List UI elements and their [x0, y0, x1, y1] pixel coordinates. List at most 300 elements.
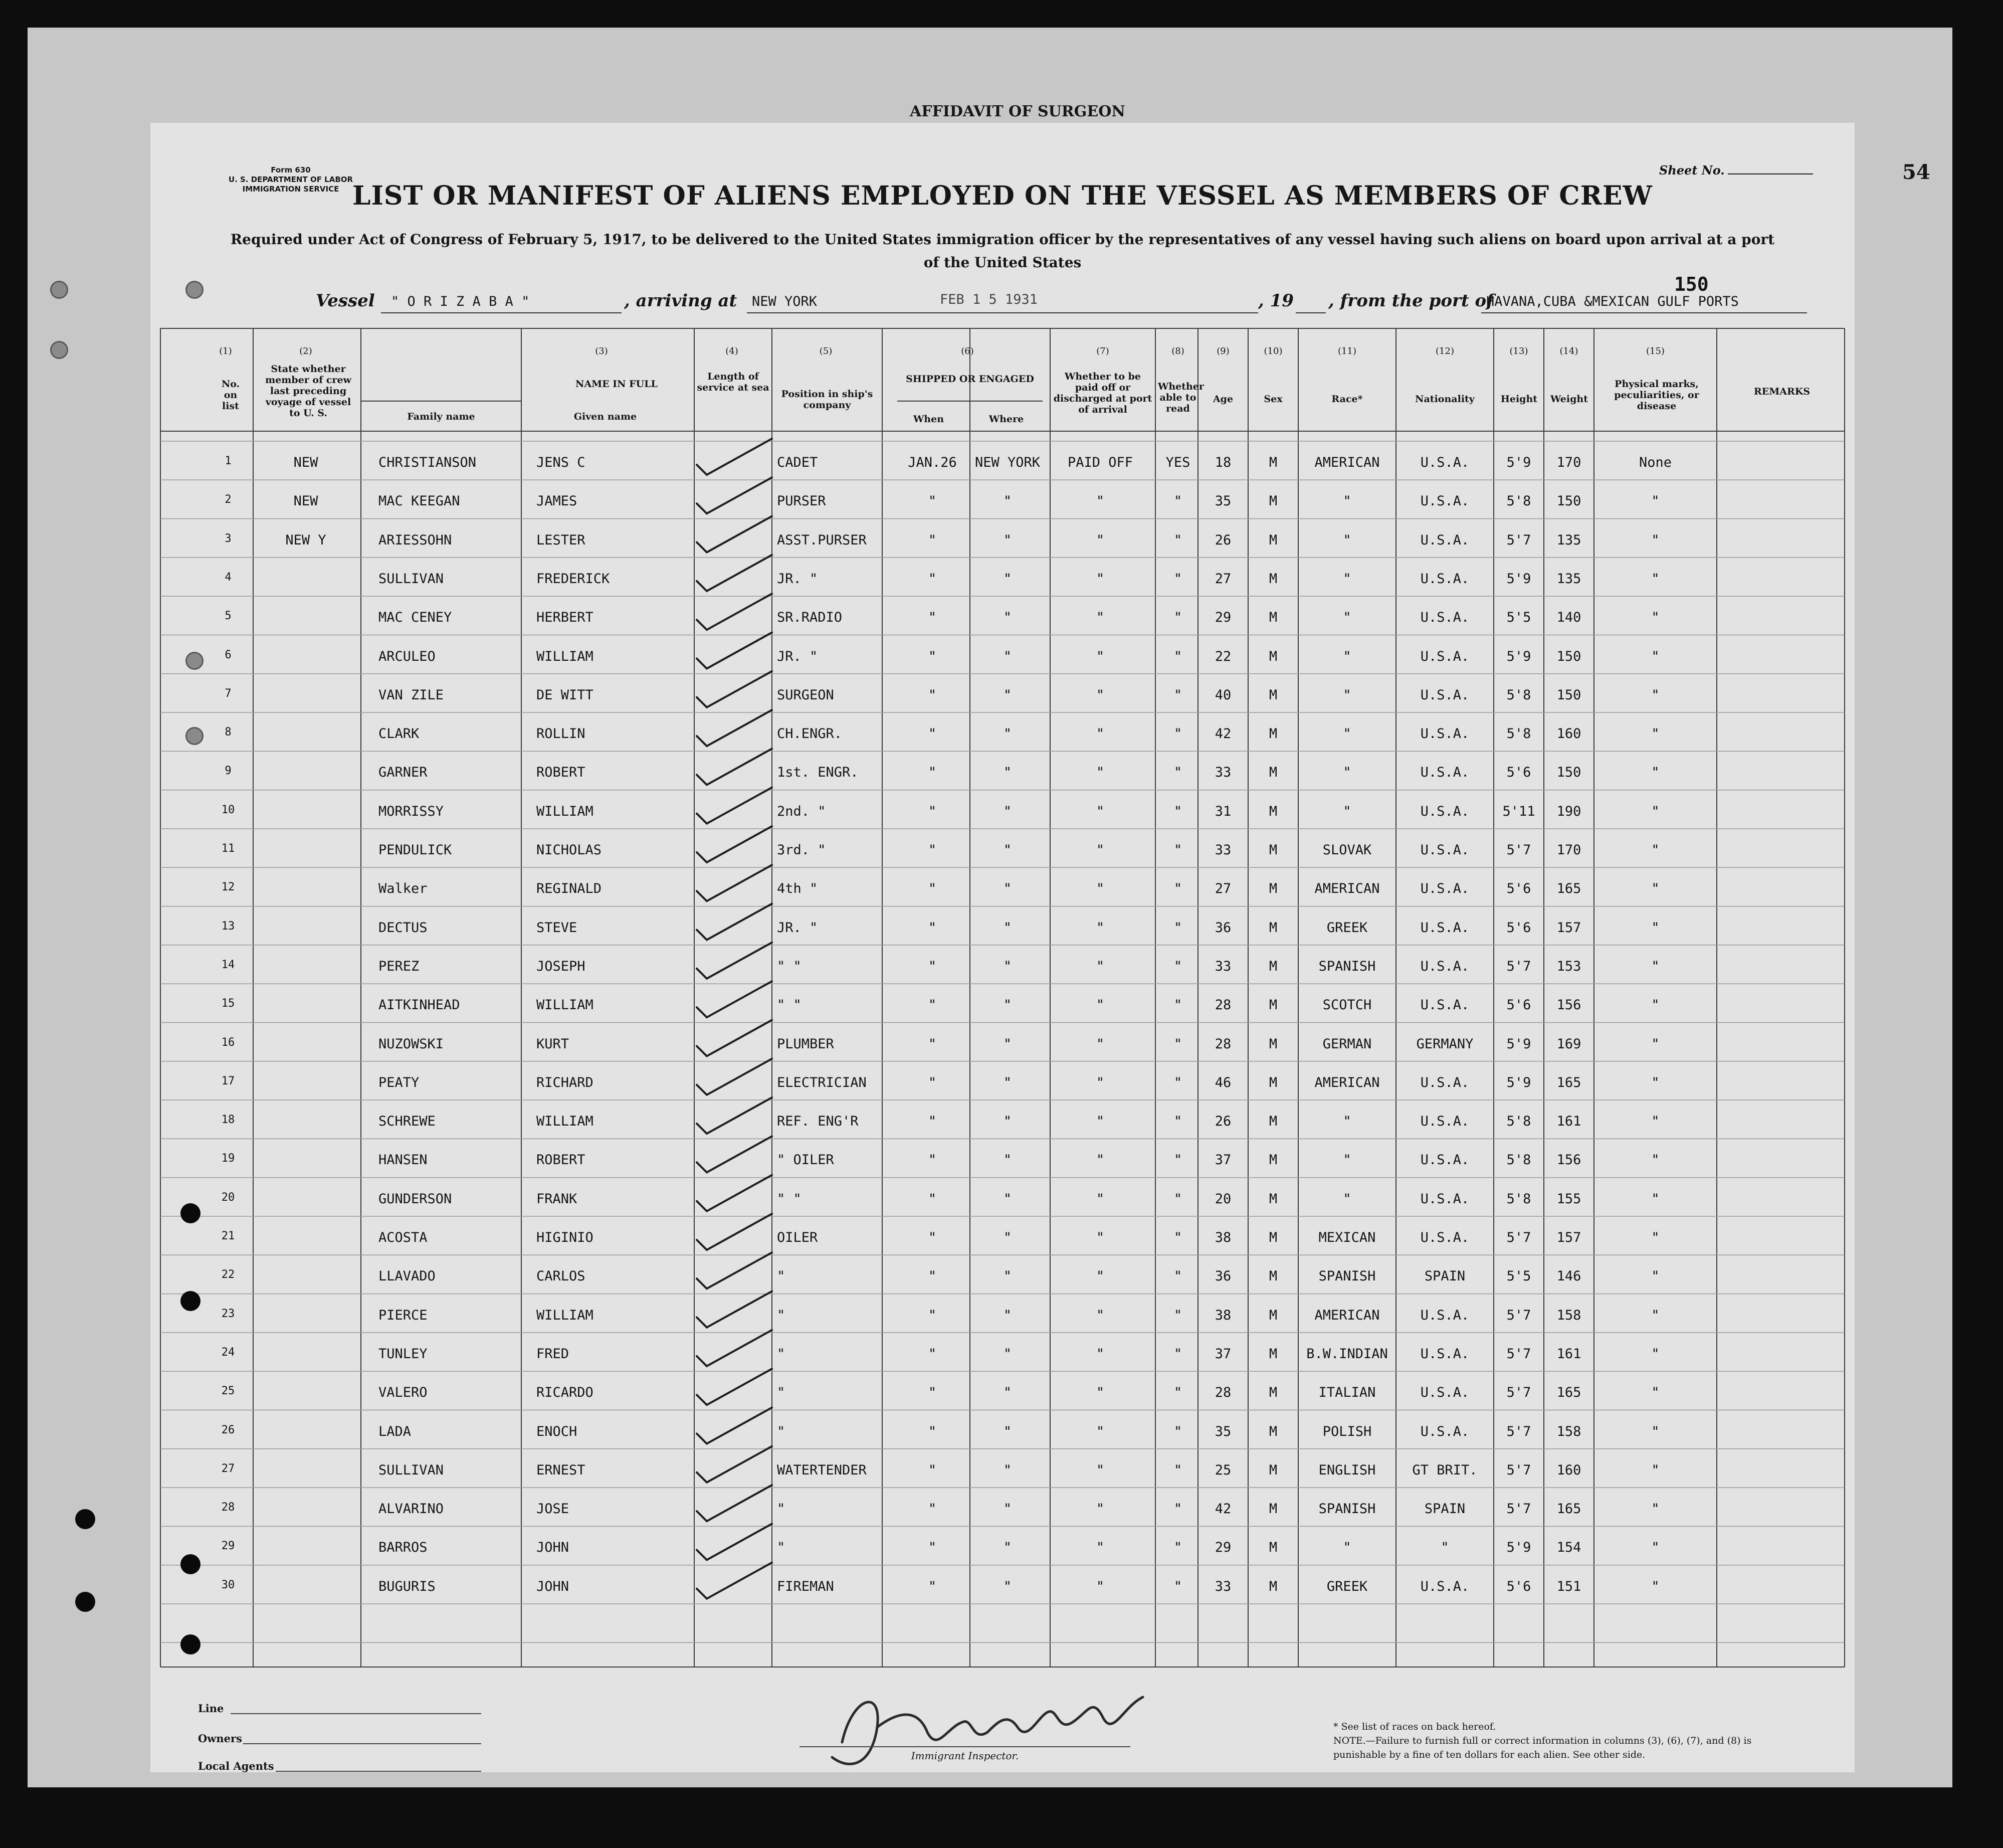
cell-read: ": [1173, 1268, 1182, 1284]
cell-read: ": [1173, 1540, 1182, 1556]
cell-paid: ": [1096, 1230, 1105, 1245]
cell-height: 5'8: [1506, 493, 1531, 509]
cell-family: CLARK: [378, 726, 420, 742]
col-marks: Physical marks, peculiarities, or disease: [1614, 379, 1699, 412]
date-stamp: FEB 1 5 1931: [940, 292, 1038, 307]
cell-age: 35: [1215, 1423, 1232, 1439]
cell-sex: M: [1269, 571, 1278, 587]
cell-sex: M: [1269, 919, 1278, 936]
cell-paid: ": [1096, 493, 1105, 509]
binder-hole: [75, 1592, 95, 1612]
cell-paid: ": [1096, 958, 1105, 974]
cell-height: 5'9: [1506, 571, 1531, 587]
cell-where: ": [1003, 493, 1012, 509]
check-mark: [697, 1291, 772, 1328]
cell-family: PENDULICK: [378, 842, 452, 858]
cell-weight: 135: [1556, 532, 1581, 548]
cell-position: SR.RADIO: [777, 610, 843, 626]
cell-weight: 150: [1556, 493, 1581, 509]
cell-height: 5'6: [1506, 1578, 1531, 1594]
check-mark: [697, 1059, 772, 1095]
cell-family: ARCULEO: [378, 648, 436, 664]
cell-nationality: U.S.A.: [1420, 997, 1470, 1013]
cell-family: DECTUS: [378, 919, 428, 936]
cell-race: SPANISH: [1318, 1268, 1376, 1284]
cell-marks: ": [1651, 1578, 1660, 1594]
cell-race: ": [1343, 1191, 1351, 1207]
cell-age: 37: [1215, 1346, 1232, 1362]
cell-weight: 165: [1556, 881, 1581, 897]
cell-family: TUNLEY: [378, 1346, 428, 1362]
cell-read: ": [1173, 958, 1182, 974]
cell-paid: ": [1096, 1191, 1105, 1207]
cell-age: 38: [1215, 1230, 1232, 1245]
cell-weight: 154: [1556, 1540, 1581, 1556]
cell-given: DE WITT: [536, 687, 593, 703]
cell-when: ": [928, 493, 937, 509]
check-mark: [697, 1485, 772, 1521]
cell-no: 21: [221, 1230, 235, 1242]
cell-weight: 151: [1556, 1578, 1581, 1594]
cell-family: LLAVADO: [378, 1268, 436, 1284]
cell-when: ": [928, 803, 937, 819]
cell-read: ": [1173, 1152, 1182, 1168]
cell-where: ": [1003, 1191, 1012, 1207]
cell-position: PURSER: [777, 493, 826, 509]
cell-where: ": [1003, 1462, 1012, 1478]
cell-height: 5'7: [1506, 958, 1531, 974]
cell-no: 30: [221, 1578, 235, 1591]
cell-no: 18: [221, 1114, 235, 1127]
cell-when: ": [928, 958, 937, 974]
cell-age: 33: [1215, 842, 1232, 858]
cell-where: ": [1003, 803, 1012, 819]
cell-sex: M: [1269, 493, 1278, 509]
cell-weight: 150: [1556, 687, 1581, 703]
cell-when: ": [928, 610, 937, 626]
page-subtitle: Required under Act of Congress of February 5, 1917, to be delivered to the United States immigration officer by the representatives of any vessel having such aliens on board upon arrival at a port of the United States: [230, 231, 1775, 271]
cell-weight: 155: [1556, 1191, 1581, 1207]
cell-read: ": [1173, 997, 1182, 1013]
cell-weight: 158: [1556, 1423, 1581, 1439]
cell-weight: 153: [1556, 958, 1581, 974]
cell-weight: 190: [1556, 803, 1581, 819]
cell-paid: ": [1096, 842, 1105, 858]
cell-given: CARLOS: [536, 1268, 585, 1284]
cell-no: 25: [221, 1385, 235, 1398]
cell-position: REF. ENG'R: [777, 1114, 859, 1130]
cell-read: ": [1173, 648, 1182, 664]
cell-no: 15: [221, 997, 235, 1010]
cell-nationality: U.S.A.: [1420, 1152, 1470, 1168]
from-label: , from the port of: [1328, 291, 1494, 311]
cell-given: JOHN: [536, 1578, 569, 1594]
cell-position: CADET: [777, 455, 818, 470]
cell-position: WATERTENDER: [777, 1462, 867, 1478]
cell-where: ": [1003, 1346, 1012, 1362]
cell-race: GERMAN: [1322, 1036, 1372, 1052]
table-grid: [150, 123, 1855, 1772]
cell-height: 5'7: [1506, 1385, 1531, 1401]
cell-paid: ": [1096, 803, 1105, 819]
cell-age: 27: [1215, 571, 1232, 587]
cell-given: LESTER: [536, 532, 585, 548]
cell-position: ASST.PURSER: [777, 532, 867, 548]
cell-where: ": [1003, 532, 1012, 548]
cell-when: ": [928, 1346, 937, 1362]
cell-sex: M: [1269, 1540, 1278, 1556]
cell-no: 13: [221, 919, 235, 933]
cell-given: KURT: [536, 1036, 569, 1052]
cell-given: RICHARD: [536, 1074, 593, 1090]
cell-family: VAN ZILE: [378, 687, 444, 703]
cell-when: ": [928, 1191, 937, 1207]
cell-family: NUZOWSKI: [378, 1036, 444, 1052]
col-paid: Whether to be paid off or discharged at port of arrival: [1053, 371, 1152, 415]
cell-nationality: U.S.A.: [1420, 919, 1470, 936]
cell-family: PEATY: [378, 1074, 420, 1090]
cell-age: 26: [1215, 532, 1232, 548]
cell-height: 5'7: [1506, 1501, 1531, 1517]
cell-paid: ": [1096, 1501, 1105, 1517]
cell-read: ": [1173, 919, 1182, 936]
cell-sex: M: [1269, 1036, 1278, 1052]
cell-no: 20: [221, 1191, 235, 1204]
cell-sex: M: [1269, 958, 1278, 974]
cell-sex: M: [1269, 803, 1278, 819]
col-no: No. on list: [221, 379, 240, 412]
check-mark: [697, 826, 772, 862]
cell-family: GUNDERSON: [378, 1191, 452, 1207]
cell-race: SLOVAK: [1322, 842, 1372, 858]
cell-position: 1st. ENGR.: [777, 765, 859, 781]
cell-given: JOSE: [536, 1501, 569, 1517]
cell-family: MAC KEEGAN: [378, 493, 460, 509]
cell-height: 5'9: [1506, 648, 1531, 664]
cell-paid: ": [1096, 1268, 1105, 1284]
cell-paid: ": [1096, 571, 1105, 587]
check-mark: [697, 439, 772, 475]
cell-family: SCHREWE: [378, 1114, 436, 1130]
cell-weight: 160: [1556, 726, 1581, 742]
cell-position: 4th ": [777, 881, 818, 897]
cell-position: JR. ": [777, 919, 818, 936]
cell-read: ": [1173, 1230, 1182, 1245]
cell-weight: 165: [1556, 1385, 1581, 1401]
cell-height: 5'7: [1506, 1462, 1531, 1478]
cell-race: ": [1343, 532, 1351, 548]
line-label: Line: [198, 1702, 224, 1715]
cell-age: 33: [1215, 958, 1232, 974]
cell-given: JAMES: [536, 493, 577, 509]
cell-age: 28: [1215, 997, 1232, 1013]
cell-read: ": [1173, 1385, 1182, 1401]
cell-sex: M: [1269, 842, 1278, 858]
cell-no: 5: [225, 610, 232, 623]
cell-nationality: U.S.A.: [1420, 493, 1470, 509]
inspector-signature: [822, 1667, 1173, 1782]
cell-position: ": [777, 1346, 785, 1362]
cell-sex: M: [1269, 1307, 1278, 1323]
cell-nationality: U.S.A.: [1420, 765, 1470, 781]
check-mark: [697, 1446, 772, 1483]
cell-marks: ": [1651, 1191, 1660, 1207]
cell-marks: ": [1651, 919, 1660, 936]
cell-race: ": [1343, 803, 1351, 819]
cell-when: ": [928, 1230, 937, 1245]
cell-read: ": [1173, 1346, 1182, 1362]
cell-no: 3: [225, 532, 232, 545]
cell-where: ": [1003, 765, 1012, 781]
cell-marks: ": [1651, 1036, 1660, 1052]
cell-nationality: U.S.A.: [1420, 648, 1470, 664]
cell-where: ": [1003, 997, 1012, 1013]
footnotes: * See list of races on back hereof. NOTE.—Failure to furnish full or correct information in columns (3), (6), (7), and (8) is punishable by a fine of ten dollars for each alien. See other side.: [1333, 1721, 1752, 1760]
cell-race: GREEK: [1326, 1578, 1368, 1594]
cell-when: ": [928, 1114, 937, 1130]
cell-sex: M: [1269, 1346, 1278, 1362]
check-mark: [697, 1175, 772, 1211]
cell-race: ": [1343, 687, 1351, 703]
cell-height: 5'8: [1506, 1152, 1531, 1168]
cell-given: JOSEPH: [536, 958, 585, 974]
cell-sex: M: [1269, 648, 1278, 664]
cell-no: 24: [221, 1346, 235, 1359]
cell-nationality: U.S.A.: [1420, 455, 1470, 470]
cell-given: WILLIAM: [536, 803, 593, 819]
cell-weight: 150: [1556, 648, 1581, 664]
cell-when: ": [928, 842, 937, 858]
check-mark: [697, 865, 772, 901]
cell-paid: ": [1096, 1307, 1105, 1323]
cell-no: 1: [225, 455, 232, 467]
cell-when: JAN.26: [908, 455, 957, 470]
cell-marks: ": [1651, 997, 1660, 1013]
cell-nationality: U.S.A.: [1420, 571, 1470, 587]
cell-when: ": [928, 1462, 937, 1478]
cell-when: ": [928, 765, 937, 781]
cell-family: GARNER: [378, 765, 428, 781]
cell-read: YES: [1165, 455, 1190, 470]
manifest-sheet: Form 630 U. S. DEPARTMENT OF LABOR IMMIGRATION SERVICE Sheet No. LIST OR MANIFEST OF ALIENS EMPLOYED ON THE VESSEL AS MEMBERS OF CREW Required under Act of Congress of February 5, 1917, to be delivered to the United States immigration officer by the representatives of any vessel having such aliens on board upon arrival at a port of the United States 150 Vessel " O R I Z A B A " , arriving at NEW YORK FEB 1 5 1931 , 19 , from the port of HAVANA,CUBA &MEXICAN GULF PORTS (1) (2) (3) (4) (5) (6) (7) (8) (9) (10) (11) (12) (13) (14) (15) No. on list State whether member of crew last preceding voyage of vessel to U. S. NAME IN FULL Family name Given name Length of service at sea Position in ship's company SHIPPED OR ENGAGED When Where Whether to be paid off or discharged at port of arrival Whether able to read Age Sex Race* Nationality Height Weight Physical marks, peculiarities, or disease REMARKS 1 NEW CHRISTIANSON JENS C CADET JAN.26 NEW YORK PAID OFF YES 18 M AMERICAN U.S.A. 5'9 170 None 2 NEW MAC KEEGAN JAMES PURSER " " " " 35 M " U.S.A. 5'8 150 " 3 NEW Y ARIESSOHN LESTER ASST.PURSER " " " " 26 M " U.S.A. 5'7 135 " 4 SULLIVAN FREDERICK JR. " " " " " 27 M " U.S.A. 5'9 135 " 5 MAC CENEY HERBERT SR.RADIO " " " " 29 M " U.S.A. 5'5 140 " 6 ARCULEO WILLIAM JR. " " " " " 22 M " U.S.A. 5'9 150 " 7 VAN ZILE DE WITT SURGEON " " " " 40 M " U.S.A. 5'8 150 " 8 CLARK ROLLIN CH.ENGR. " " " " 42 M " U.S.A. 5'8 160 " 9 GARNER ROBERT 1st. ENGR. " " " " 33 M " U.S.A. 5'6 150 " 10 MORRISSY WILLIAM 2nd. " " " " " 31 M " U.S.A. 5'11 190 " 11 PENDULICK NICHOLAS 3rd. " " " " " 33 M SLOVAK U.S.A. 5'7 170 " 12 Walker REGINALD 4th " " " " " 27 M AMERICAN U.S.A. 5'6 165 " 13 DECTUS STEVE JR. " " " " " 36 M GREEK U.S.A. 5'6 157 " 14 PEREZ JOSEPH " " " " " " 33 M SPANISH U.S.A. 5'7 153 " 15 AITKINHEAD WILLIAM " " " " " " 28 M SCOTCH U.S.A. 5'6 156 " 16 NUZOWSKI KURT PLUMBER " " " " 28 M GERMAN GERMANY 5'9 169 " 17 PEATY RICHARD ELECTRICIAN " " " " 46 M AMERICAN U.S.A. 5'9 165 " 18 SCHREWE WILLIAM REF. ENG'R " " " " 26 M " U.S.A. 5'8 161 " 19 HANSEN ROBERT " OILER " " " " 37 M " U.S.A. 5'8 156 " 20 GUNDERSON FRANK " " " " " " 20 M " U.S.A. 5'8 155 " 21 ACOSTA HIGINIO OILER " " " " 38 M MEXICAN U.S.A. 5'7 157 " 22 LLAVADO CARLOS " " " " " 36 M SPANISH SPAIN 5'5 146 " 23 PIERCE WILLIAM " " " " " 38 M AMERICAN U.S.A. 5'7 158 " 24 TUNLEY FRED " " " " " 37 M B.W.INDIAN U.S.A. 5'7 161 " 25 VALERO RICARDO " " " " " 28 M ITALIAN U.S.A. 5'7 165 " 26 LADA ENOCH " " " " " 35 M POLISH U.S.A. 5'7 158 " 27 SULLIVAN ERNEST WATERTENDER " " " " 25 M ENGLISH GT BRIT. 5'7 160 " 28 ALVARINO JOSE " " " " " 42 M SPANISH SPAIN 5'7 165 " 29 BARROS JOHN " " " " " 29 M " " 5'9 154 " 30 BUGURIS JOHN FIREMAN " " " " 33 M GREEK U.S.A. 5'6 151 " Line Owners Local Agents Immigrant Inspector. * See list of races on back hereof. NOTE.—Failure to furnish full or correct information in columns (3), (6), (7), and (8) is punishable by a fine of ten dollars for each alien. See other side.: [150, 123, 1855, 1772]
col-age: Age: [1213, 394, 1234, 405]
cell-when: ": [928, 1268, 937, 1284]
cell-age: 35: [1215, 493, 1232, 509]
cell-where: ": [1003, 1074, 1012, 1090]
cell-sex: M: [1269, 1578, 1278, 1594]
col-state: State whether member of crew last preceding voyage of vessel to U. S.: [265, 363, 351, 419]
cell-read: ": [1173, 1074, 1182, 1090]
cell-race: ENGLISH: [1318, 1462, 1376, 1478]
cell-when: ": [928, 532, 937, 548]
cell-marks: ": [1651, 493, 1660, 509]
page-title: LIST OR MANIFEST OF ALIENS EMPLOYED ON THE VESSEL AS MEMBERS OF CREW: [352, 180, 1653, 211]
cell-no: 26: [221, 1423, 235, 1436]
cell-marks: ": [1651, 1346, 1660, 1362]
cell-age: 20: [1215, 1191, 1232, 1207]
cell-read: ": [1173, 881, 1182, 897]
cell-paid: ": [1096, 1036, 1105, 1052]
cell-given: ROBERT: [536, 1152, 585, 1168]
cell-paid: ": [1096, 881, 1105, 897]
cell-when: ": [928, 1540, 937, 1556]
cell-when: ": [928, 1385, 937, 1401]
cell-marks: ": [1651, 1152, 1660, 1168]
col-name: NAME IN FULL: [575, 379, 658, 390]
cell-race: POLISH: [1322, 1423, 1372, 1439]
cell-nationality: U.S.A.: [1420, 610, 1470, 626]
cell-given: ENOCH: [536, 1423, 577, 1439]
col-when: When: [913, 414, 944, 425]
cell-marks: ": [1651, 1307, 1660, 1323]
cell-weight: 165: [1556, 1501, 1581, 1517]
cell-read: ": [1173, 765, 1182, 781]
manifest-number: 150: [1674, 273, 1709, 295]
cell-read: ": [1173, 842, 1182, 858]
cell-race: ": [1343, 493, 1351, 509]
cell-family: AITKINHEAD: [378, 997, 460, 1013]
cell-given: ROLLIN: [536, 726, 585, 742]
cell-when: ": [928, 1578, 937, 1594]
cell-weight: 140: [1556, 610, 1581, 626]
cell-sex: M: [1269, 881, 1278, 897]
cell-read: ": [1173, 571, 1182, 587]
cell-paid: ": [1096, 1152, 1105, 1168]
cell-read: ": [1173, 1501, 1182, 1517]
cell-race: ": [1343, 1152, 1351, 1168]
cell-race: ITALIAN: [1318, 1385, 1376, 1401]
col-remarks: REMARKS: [1753, 386, 1811, 397]
check-mark: [697, 943, 772, 979]
cell-given: FRANK: [536, 1191, 577, 1207]
cell-race: GREEK: [1326, 919, 1368, 936]
check-mark: [697, 904, 772, 940]
cell-no: 17: [221, 1074, 235, 1087]
cell-paid: ": [1096, 726, 1105, 742]
cell-when: ": [928, 648, 937, 664]
cell-height: 5'7: [1506, 532, 1531, 548]
cell-age: 36: [1215, 1268, 1232, 1284]
cell-family: PEREZ: [378, 958, 420, 974]
cell-sex: M: [1269, 610, 1278, 626]
cell-nationality: GT BRIT.: [1412, 1462, 1478, 1478]
cell-no: 9: [225, 765, 232, 778]
cell-when: ": [928, 1074, 937, 1090]
cell-where: ": [1003, 1230, 1012, 1245]
cell-sex: M: [1269, 1074, 1278, 1090]
cell-sex: M: [1269, 687, 1278, 703]
cell-given: WILLIAM: [536, 997, 593, 1013]
cell-read: ": [1173, 1191, 1182, 1207]
cell-paid: PAID OFF: [1067, 455, 1133, 470]
cell-age: 28: [1215, 1036, 1232, 1052]
arrival-port: NEW YORK: [752, 294, 818, 309]
cell-height: 5'9: [1506, 1036, 1531, 1052]
check-mark: [697, 749, 772, 785]
cell-paid: ": [1096, 687, 1105, 703]
cell-weight: 157: [1556, 919, 1581, 936]
col-weight: Weight: [1550, 394, 1588, 405]
cell-height: 5'11: [1502, 803, 1535, 819]
cell-where: ": [1003, 1114, 1012, 1130]
cell-position: OILER: [777, 1230, 818, 1245]
cell-family: PIERCE: [378, 1307, 428, 1323]
binder-hole: [50, 341, 68, 359]
cell-family: ACOSTA: [378, 1230, 428, 1245]
check-mark: [697, 1369, 772, 1405]
sheet-number-field: Sheet No.: [1659, 163, 1813, 177]
cell-paid: ": [1096, 1074, 1105, 1090]
vessel-line: [316, 291, 1810, 316]
cell-state: NEW: [293, 455, 318, 470]
cell-no: 11: [221, 842, 235, 855]
cell-nationality: U.S.A.: [1420, 1191, 1470, 1207]
cell-no: 12: [221, 881, 235, 894]
cell-weight: 169: [1556, 1036, 1581, 1052]
cell-nationality: U.S.A.: [1420, 687, 1470, 703]
check-mark: [697, 981, 772, 1017]
binder-hole: [185, 727, 204, 745]
cell-read: ": [1173, 493, 1182, 509]
cell-state: NEW: [293, 493, 318, 509]
cell-given: REGINALD: [536, 881, 602, 897]
cell-read: ": [1173, 687, 1182, 703]
cell-paid: ": [1096, 1578, 1105, 1594]
check-mark: [697, 1524, 772, 1560]
cell-paid: ": [1096, 1114, 1105, 1130]
cell-given: WILLIAM: [536, 1114, 593, 1130]
cell-age: 27: [1215, 881, 1232, 897]
cell-no: 7: [225, 687, 232, 700]
cell-no: 27: [221, 1462, 235, 1475]
cell-sex: M: [1269, 455, 1278, 470]
cell-nationality: U.S.A.: [1420, 1385, 1470, 1401]
cell-marks: ": [1651, 958, 1660, 974]
check-mark: [697, 555, 772, 591]
cell-height: 5'8: [1506, 687, 1531, 703]
cell-where: ": [1003, 571, 1012, 587]
cell-family: ALVARINO: [378, 1501, 444, 1517]
cell-paid: ": [1096, 648, 1105, 664]
col-length: Length of service at sea: [697, 371, 769, 393]
cell-height: 5'9: [1506, 1074, 1531, 1090]
col-sex: Sex: [1264, 394, 1283, 405]
cell-race: ": [1343, 765, 1351, 781]
cell-age: 38: [1215, 1307, 1232, 1323]
binder-hole: [180, 1634, 201, 1654]
cell-race: ": [1343, 1540, 1351, 1556]
cell-height: 5'6: [1506, 919, 1531, 936]
cell-marks: None: [1639, 455, 1672, 470]
cell-read: ": [1173, 803, 1182, 819]
cell-race: ": [1343, 726, 1351, 742]
cell-weight: 157: [1556, 1230, 1581, 1245]
cell-race: SPANISH: [1318, 1501, 1376, 1517]
cell-when: ": [928, 571, 937, 587]
cell-marks: ": [1651, 1540, 1660, 1556]
cell-where: ": [1003, 1307, 1012, 1323]
cell-position: " ": [777, 958, 802, 974]
cell-no: 2: [225, 493, 232, 506]
col-position: Position in ship's company: [781, 389, 873, 411]
cell-read: ": [1173, 1462, 1182, 1478]
cell-race: B.W.INDIAN: [1306, 1346, 1388, 1362]
cell-given: NICHOLAS: [536, 842, 602, 858]
cell-height: 5'8: [1506, 726, 1531, 742]
cell-nationality: U.S.A.: [1420, 532, 1470, 548]
cell-paid: ": [1096, 765, 1105, 781]
cell-marks: ": [1651, 1074, 1660, 1090]
